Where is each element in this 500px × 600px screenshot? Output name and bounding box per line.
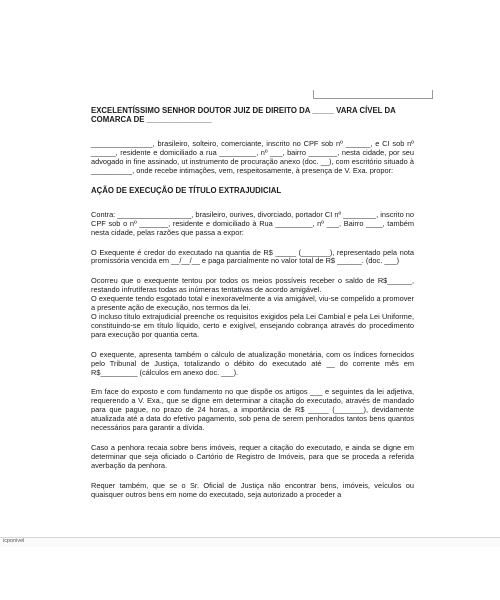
paragraph-request: Em face do exposto e com fundamento no que dispõe os artigos ___ e seguintes da lei adjetiva, requerendo a V. Exa., que se digne em determinar a citação do executado, através de mandado para que pague, no prazo de 24 horas, a importância de R$ _____ (_______), devidamente atualizada até a data do efetivo pagamento, sob pena de serem penhorados tantos bens quantos necessários para garantir a dívida. — [91, 387, 414, 433]
action-title: AÇÃO DE EXECUÇÃO DE TÍTULO EXTRAJUDICIAL — [91, 186, 282, 196]
document-title: EXCELENTÍSSIMO SENHOR DOUTOR JUIZ DE DIREITO DA _____ VARA CÍVEL DA COMARCA DE _______________ — [91, 106, 396, 125]
paragraph-exhausted: O exequente tendo esgotado total e inexoravelmente a via amigável, viu-se compelido a promover a presente ação de execução, nos termos da lei. — [91, 294, 414, 313]
document-body — [91, 106, 414, 500]
paragraph-officer: Requer também, que se o Sr. Oficial de Justiça não encontrar bens, imóveis, veículos ou quaisquer outros bens em nome do executado, seja autorizado a proceder a — [91, 480, 414, 499]
paragraph-defendant: Contra: __________________, brasileiro, ourives, divorciado, portador CI nº ________, inscrito no CPF sob o nº _______, residente e domiciliado à Rua _________, nº ___, Bairro ____, também nesta cidade, pelas razões que passa a expor: — [91, 209, 414, 237]
paragraph-credit: O Exequente é credor do executado na quantia de R$ _____ (_______), representado pela nota promissória vencida em __/__/__ e paga parcialmente no valor total de R$ ______. (doc. ___) — [91, 247, 414, 266]
paragraph-calculation: O exequente, apresenta também o cálculo de atualização monetária, com os índices fornecidos pelo Tribunal de Justiça, totalizando o débito do executado até __ do corrente mês em R$_________ (cálculos em anexo doc. ___). — [91, 349, 414, 377]
header-rule — [313, 90, 433, 99]
footer-text: icponivel — [3, 538, 25, 544]
footer-bar — [0, 537, 500, 547]
paragraph-qualification: _______________, brasileiro, solteiro, comerciante, inscrito no CPF sob nº ______, e CI sob nº ______, residente e domiciliado a rua _________, nº ___, bairro _______, nesta cidade, por seu advogado in fine assinado, ut instrumento de procuração anexo (doc. __), com escritório situado à __________, onde recebe intimações, vem, respeitosamente, à presença de V. Exa. propor: — [91, 138, 414, 175]
paragraph-title-requirements: O incluso título extrajudicial preenche os requisitos exigidos pela Lei Cambial e pela Lei Uniforme, constituindo-se em título líquido, certo e exigível, ensejando cobrança através do procedimento para execução por quantia certa. — [91, 312, 414, 339]
paragraph-property: Caso a penhora recaia sobre bens imóveis, requer a citação do executado, e ainda se digne em determinar que seja oficiado o Cartório de Registro de Imóveis, para que se proceda a referida averbação da penhora. — [91, 442, 414, 470]
paragraph-attempts: Ocorreu que o exequente tentou por todos os meios possíveis receber o saldo de R$______, restando infrutíferas todas as inúmeras tentativas de acordo amigável. — [91, 276, 414, 295]
